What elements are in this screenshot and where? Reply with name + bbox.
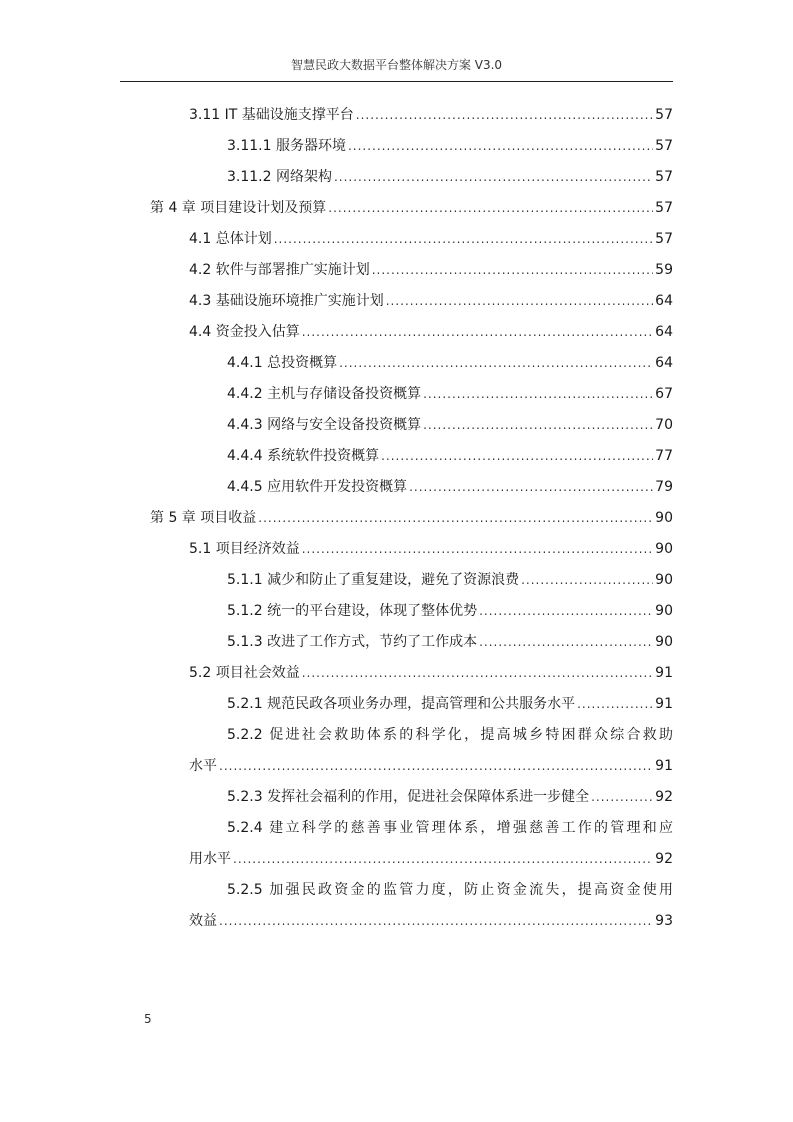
toc-dot-leader	[372, 259, 653, 281]
toc-entry-page: 92	[655, 851, 673, 867]
toc-entry[interactable]	[189, 290, 673, 312]
toc-entry[interactable]	[227, 569, 673, 591]
toc-dot-leader	[302, 662, 653, 684]
toc-dot-leader	[219, 755, 653, 777]
toc-entry-title: 4.2 软件与部署推广实施计划	[189, 262, 370, 278]
toc-entry-title: 4.3 基础设施环境推广实施计划	[189, 293, 384, 309]
toc-entry-page: 90	[655, 634, 673, 650]
toc-entry[interactable]	[227, 414, 673, 436]
toc-entry-title: 5.1.2 统一的平台建设，体现了整体优势	[227, 603, 478, 619]
toc-entry-title: 5.2 项目社会效益	[189, 665, 300, 681]
toc-entry[interactable]	[150, 197, 673, 219]
toc-entry[interactable]	[227, 693, 673, 715]
toc-entry-page: 93	[655, 913, 673, 929]
toc-dot-leader	[302, 321, 653, 343]
toc-entry[interactable]	[227, 135, 673, 157]
toc-entry[interactable]	[189, 662, 673, 684]
toc-dot-leader	[302, 538, 653, 560]
toc-entry-title: 4.1 总体计划	[189, 231, 272, 247]
toc-dot-leader	[334, 166, 653, 188]
toc-entry[interactable]	[227, 476, 673, 498]
toc-entry-page: 91	[655, 665, 673, 681]
toc-entry-page: 57	[655, 231, 673, 247]
toc-entry[interactable]	[227, 352, 673, 374]
toc-dot-leader	[577, 693, 653, 715]
toc-entry[interactable]	[227, 166, 673, 188]
toc-entry-title: 第 5 章 项目收益	[150, 510, 257, 526]
toc-dot-leader	[479, 600, 653, 622]
toc-entry[interactable]	[189, 321, 673, 343]
toc-dot-leader	[356, 104, 653, 126]
toc-entry-title: 4.4.1 总投资概算	[227, 355, 338, 371]
toc-entry-page: 77	[655, 448, 673, 464]
toc-entry-page: 70	[655, 417, 673, 433]
toc-dot-leader	[386, 290, 653, 312]
toc-dot-leader	[258, 507, 653, 529]
toc-entry[interactable]	[189, 228, 673, 250]
toc-entry[interactable]	[227, 600, 673, 622]
toc-entry-title: 5.2.4 建立科学的慈善事业管理体系，增强慈善工作的管理和应	[227, 820, 673, 836]
toc-dot-leader	[423, 414, 653, 436]
toc-entry-title: 5.2.1 规范民政各项业务办理，提高管理和公共服务水平	[227, 696, 576, 712]
toc-dot-leader	[591, 786, 653, 808]
toc-entry-page: 57	[655, 138, 673, 154]
toc-entry-title: 5.1 项目经济效益	[189, 541, 300, 557]
toc-entry[interactable]	[189, 755, 673, 777]
toc-entry[interactable]	[227, 724, 673, 746]
toc-entry-title: 第 4 章 项目建设计划及预算	[150, 200, 327, 216]
toc-entry-title: 3.11.2 网络架构	[227, 169, 332, 185]
toc-entry-page: 90	[655, 572, 673, 588]
toc-entry-page: 64	[655, 324, 673, 340]
toc-entry-title: 4.4.5 应用软件开发投资概算	[227, 479, 408, 495]
toc-entry-page: 90	[655, 510, 673, 526]
toc-entry-page: 90	[655, 603, 673, 619]
toc-entry[interactable]	[227, 383, 673, 405]
toc-entry-title: 5.1.3 改进了工作方式，节约了工作成本	[227, 634, 478, 650]
toc-entry-title: 4.4.4 系统软件投资概算	[227, 448, 380, 464]
toc-entry-page: 92	[655, 789, 673, 805]
running-header: 智慧民政大数据平台整体解决方案 V3.0	[290, 58, 503, 72]
toc-entry-page: 57	[655, 169, 673, 185]
toc-dot-leader	[381, 445, 653, 467]
toc-entry-title: 水平	[189, 758, 217, 774]
toc-dot-leader	[274, 228, 653, 250]
toc-dot-leader	[409, 476, 653, 498]
toc-entry-title: 5.2.3 发挥社会福利的作用，促进社会保障体系进一步健全	[227, 789, 590, 805]
toc-dot-leader	[423, 383, 653, 405]
toc-entry[interactable]	[227, 879, 673, 901]
toc-entry-page: 79	[655, 479, 673, 495]
toc-dot-leader	[233, 848, 653, 870]
toc-entry-page: 57	[655, 200, 673, 216]
toc-entry-title: 3.11 IT 基础设施支撑平台	[189, 107, 354, 123]
toc-dot-leader	[339, 352, 653, 374]
toc-entry[interactable]	[227, 445, 673, 467]
toc-entry-page: 57	[655, 107, 673, 123]
page-number: 5	[144, 1012, 152, 1026]
toc-entry-title: 5.2.5 加强民政资金的监管力度，防止资金流失，提高资金使用	[227, 882, 673, 898]
toc-entry-title: 4.4.2 主机与存储设备投资概算	[227, 386, 422, 402]
toc-entry-title: 3.11.1 服务器环境	[227, 138, 346, 154]
toc-dot-leader	[219, 910, 653, 932]
toc-entry-page: 91	[655, 758, 673, 774]
toc-entry-page: 90	[655, 541, 673, 557]
toc-entry[interactable]	[227, 786, 673, 808]
toc-entry-title: 用水平	[189, 851, 231, 867]
toc-entry-page: 64	[655, 355, 673, 371]
toc-entry-page: 64	[655, 293, 673, 309]
toc-dot-leader	[521, 569, 653, 591]
toc-entry-page: 67	[655, 386, 673, 402]
toc-dot-leader	[479, 631, 653, 653]
toc-dot-leader	[348, 135, 653, 157]
toc-entry[interactable]	[227, 631, 673, 653]
toc-entry[interactable]	[150, 507, 673, 529]
toc-entry-page: 59	[655, 262, 673, 278]
toc-entry-page: 91	[655, 696, 673, 712]
toc-entry[interactable]	[189, 538, 673, 560]
toc-entry-title: 5.1.1 减少和防止了重复建设，避免了资源浪费	[227, 572, 520, 588]
toc-entry[interactable]	[189, 259, 673, 281]
toc-entry-title: 4.4.3 网络与安全设备投资概算	[227, 417, 422, 433]
toc-entry[interactable]	[227, 817, 673, 839]
toc-entry[interactable]	[189, 848, 673, 870]
toc-entry[interactable]	[189, 910, 673, 932]
toc-dot-leader	[328, 197, 653, 219]
toc-entry-title: 4.4 资金投入估算	[189, 324, 300, 340]
toc-entry-title: 效益	[189, 913, 217, 929]
toc-entry[interactable]	[189, 104, 673, 126]
toc-entry-title: 5.2.2 促进社会救助体系的科学化，提高城乡特困群众综合救助	[227, 727, 673, 743]
